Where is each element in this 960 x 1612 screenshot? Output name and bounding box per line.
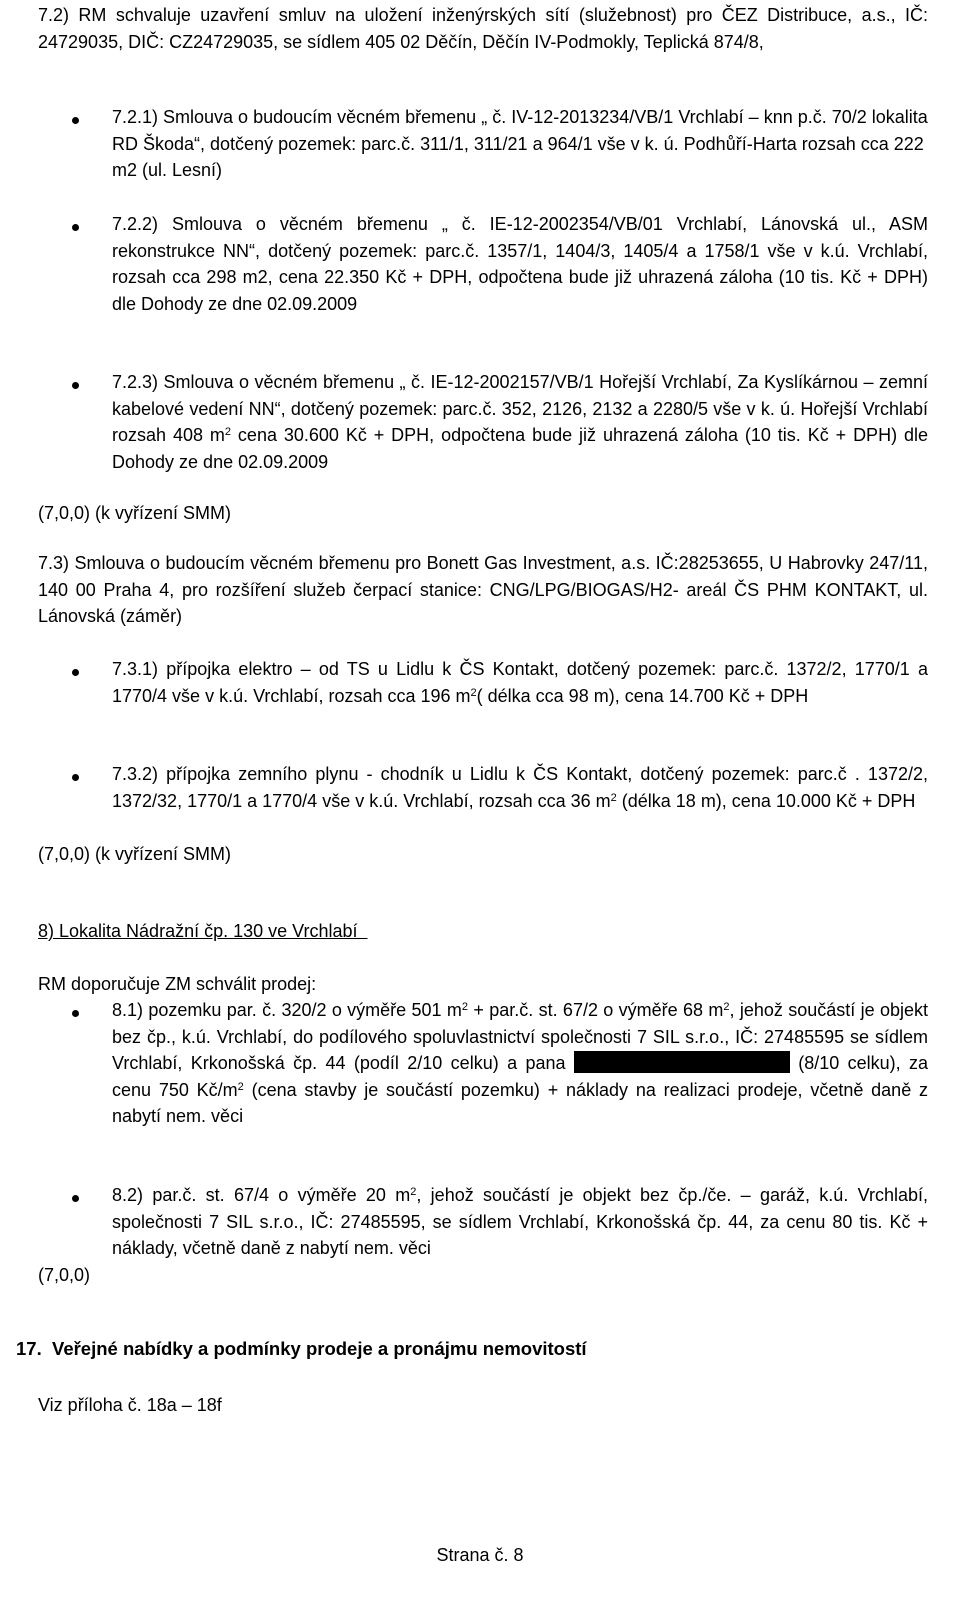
list-item-7-2-2: 7.2.2) Smlouva o věcném břemenu „ č. IE-12-2002354/VB/01 Vrchlabí, Lánovská ul., ASM rekonstrukce NN“, dotčený pozemek: parc.č. 1357/1, 1404/3, 1405/4 a 1758/1 vše v k.ú. Vrchlabí, rozsah cca 298 m2, cena 22.350 Kč + DPH, odpočtena bude již uhrazená záloha (10 tis. Kč + DPH) dle Dohody ze dne 02.09.2009 — [112, 214, 928, 314]
list-item-8-1: 8.1) pozemku par. č. 320/2 o výměře 501 $m^2$ + par.č. st. 67/2 o výměře 68 $m^2$, jehož součástí je objekt bez čp., k.ú. Vrchlabí, do podílového spoluvlastnictví společnosti 7 SIL s.r.o., IČ: 27485595 se sídlem Vrchlabí, Krkonošská čp. 44 (podíl 2/10 celku) a pana (8/10 celku), za cenu 750 $Kč/m^2$ (cena stavby je součástí pozemku) + náklady na realizaci prodeje, včetně daně z nabytí nem. věci — [112, 1000, 929, 1126]
paragraph-7-3-intro: 7.3) Smlouva o budoucím věcném břemenu pro Bonett Gas Investment, a.s. IČ:28253655, U Habrovky 247/11, 140 00 Praha 4, pro rozšíření služeb čerpací stanice: CNG/LPG/BIOGAS/H2- areál ČS PHM KONTAKT, ul. Lánovská (záměr) — [38, 553, 928, 626]
section-17-text: Viz příloha č. 18a – 18f — [38, 1395, 222, 1415]
list-item-8-2: 8.2) par.č. st. 67/4 o výměře 20 $m^2$, jehož součástí je objekt bez čp./če. – garáž, k.ú. Vrchlabí, společnosti 7 SIL s.r.o., IČ: 27485595, se sídlem Vrchlabí, Krkonošská čp. 44, za cenu 80 tis. Kč + náklady, včetně daně z nabytí nem. věci — [112, 1185, 928, 1258]
section-8-title: 8) Lokalita Nádražní čp. 130 ve Vrchlabí — [38, 921, 358, 941]
paragraph-7-2-intro: 7.2) RM schvaluje uzavření smluv na uložení inženýrských sítí (služebnost) pro ČEZ Distribuce, a.s., IČ: 24729035, DIČ: CZ24729035, se sídlem 405 02 Děčín, Děčín IV-Podmokly, Teplická 874/8, — [38, 5, 928, 52]
section-8-lead: RM doporučuje ZM schválit prodej: — [38, 974, 317, 994]
vote-7-3: (7,0,0) (k vyřízení SMM) — [38, 844, 232, 864]
bullet-icon — [72, 224, 79, 231]
list-item-7-2-1: 7.2.1) Smlouva o budoucím věcném břemenu „ č. IV-12-2013234/VB/1 Vrchlabí – knn p.č. 70/2 lokalita RD Škoda“, dotčený pozemek: parc.č. 311/1, 311/21 a 964/1 vše v k. ú. Podhůří-Harta rozsah cca 222 m2 (ul. Lesní) — [112, 107, 928, 180]
bullet-icon — [72, 1010, 79, 1017]
section-17-heading: 17. Veřejné nabídky a podmínky prodeje a pronájmu nemovitostí — [16, 1338, 587, 1359]
list-item-7-3-2: 7.3.2) přípojka zemního plynu - chodník u Lidlu k ČS Kontakt, dotčený pozemek: parc.č . 1372/2, 1372/32, 1770/1 a 1770/4 vše v k.ú. Vrchlabí, rozsah cca 36 $m^2$ (délka 18 m), cena 10.000 Kč + DPH — [112, 764, 928, 811]
bullet-icon — [72, 774, 79, 781]
bullet-icon — [72, 669, 79, 676]
bullet-icon — [72, 1195, 79, 1202]
page-number: Strana č. 8 — [436, 1545, 524, 1565]
bullet-icon — [72, 382, 79, 389]
redacted-name — [574, 1051, 790, 1073]
list-item-7-2-3: 7.2.3) Smlouva o věcném břemenu „ č. IE-12-2002157/VB/1 Hořejší Vrchlabí, Za Kyslíkárnou – zemní kabelové vedení NN“, dotčený pozemek: parc.č. 352, 2126, 2132 a 2280/5 vše v k. ú. Hořejší Vrchlabí rozsah 408 $m^2$ cena 30.600 Kč + DPH, odpočtena bude již uhrazená záloha (10 tis. Kč + DPH) dle Dohody ze dne 02.09.2009 — [112, 372, 928, 472]
vote-7-2: (7,0,0) (k vyřízení SMM) — [38, 503, 232, 523]
vote-8: (7,0,0) — [38, 1265, 91, 1285]
list-item-7-3-1: 7.3.1) přípojka elektro – od TS u Lidlu k ČS Kontakt, dotčený pozemek: parc.č. 1372/2, 1770/1 a 1770/4 vše v k.ú. Vrchlabí, rozsah cca 196 $m^2$( délka cca 98 m), cena 14.700 Kč + DPH — [112, 659, 928, 706]
bullet-icon — [72, 117, 79, 124]
